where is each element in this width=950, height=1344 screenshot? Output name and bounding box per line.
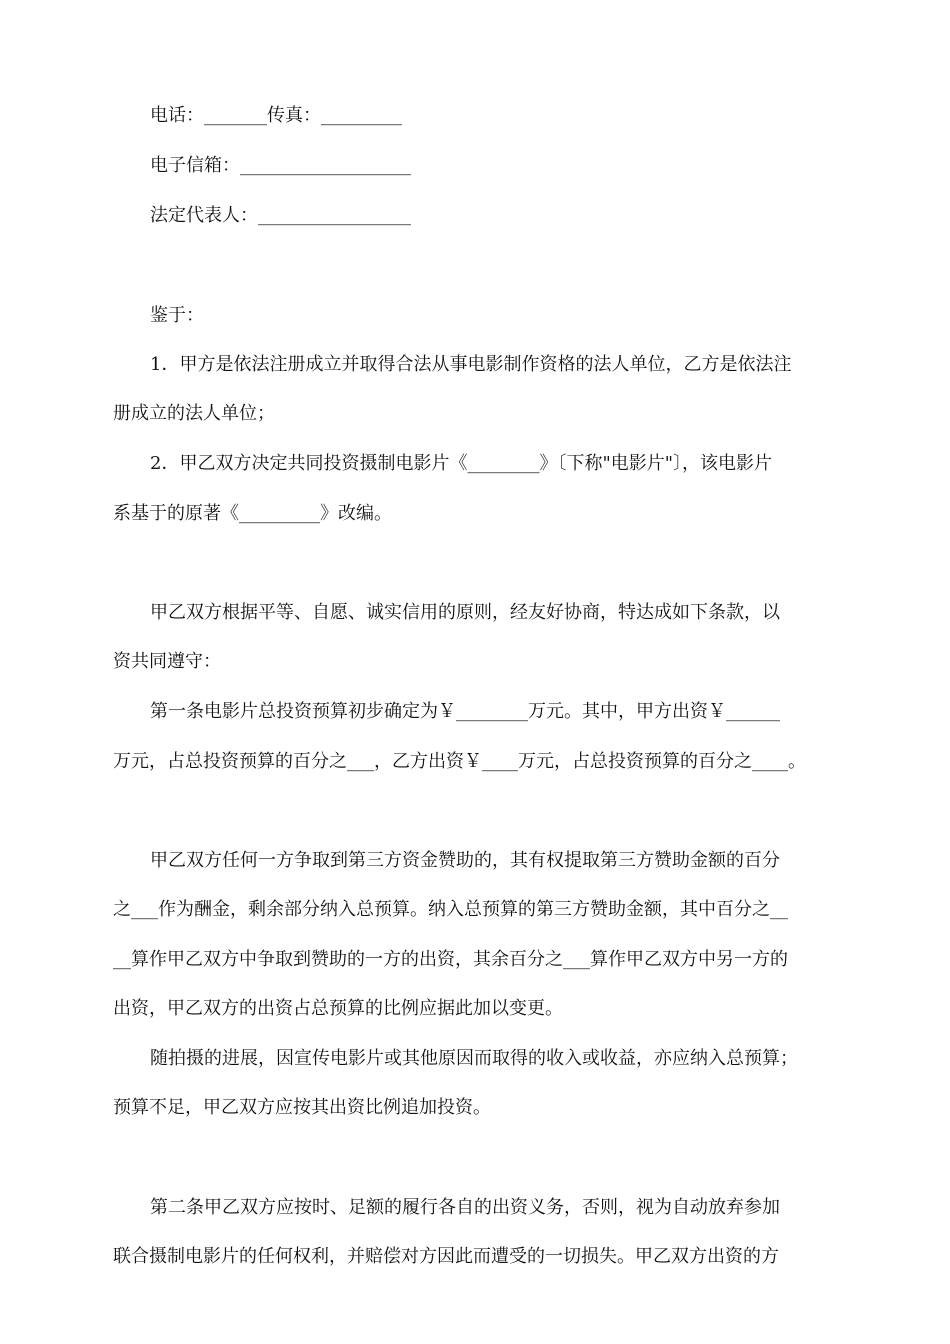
whereas-item-2-line-1: 2．甲乙双方决定共同投资摄制电影片《________》〔下称"电影片"〕，该电影片 <box>150 453 773 474</box>
whereas-item-1-line-1: 1．甲方是依法注册成立并取得合法从事电影制作资格的法人单位，乙方是依法注 <box>150 354 792 375</box>
phone-fax-line: 电话：_______传真：_________ <box>150 105 402 126</box>
legal-representative-line: 法定代表人：_________________ <box>150 205 411 226</box>
sponsorship-line-4: 出资，甲乙双方的出资占总预算的比例应据此加以变更。 <box>113 998 563 1019</box>
article-1-line-1: 第一条电影片总投资预算初步确定为￥________万元。其中，甲方出资￥______ <box>150 701 780 722</box>
whereas-item-2-line-2: 系基于的原著《_________》改编。 <box>113 503 392 524</box>
sponsorship-line-2: 之___作为酬金，剩余部分纳入总预算。纳入总预算的第三方赞助金额，其中百分之__ <box>113 899 788 920</box>
preamble-line-2: 资共同遵守： <box>113 651 221 672</box>
email-line: 电子信箱：___________________ <box>150 155 411 176</box>
income-line-2: 预算不足，甲乙双方应按其出资比例追加投资。 <box>113 1097 491 1118</box>
article-1-line-2: 万元，占总投资预算的百分之___，乙方出资￥____万元，占总投资预算的百分之____。 <box>113 751 806 772</box>
article-2-line-1: 第二条甲乙双方应按时、足额的履行各自的出资义务，否则，视为自动放弃参加 <box>150 1197 780 1218</box>
income-line-1: 随拍摄的进展，因宣传电影片或其他原因而取得的收入或收益，亦应纳入总预算； <box>150 1048 798 1069</box>
whereas-heading: 鉴于： <box>150 305 204 326</box>
preamble-line-1: 甲乙双方根据平等、自愿、诚实信用的原则，经友好协商，特达成如下条款，以 <box>150 602 780 623</box>
whereas-item-1-line-2: 册成立的法人单位； <box>113 403 275 424</box>
sponsorship-line-1: 甲乙双方任何一方争取到第三方资金赞助的，其有权提取第三方赞助金额的百分 <box>150 850 780 871</box>
article-2-line-2: 联合摄制电影片的任何权利，并赔偿对方因此而遭受的一切损失。甲乙双方出资的方 <box>113 1246 779 1267</box>
sponsorship-line-3: __算作甲乙双方中争取到赞助的一方的出资，其余百分之___算作甲乙双方中另一方的 <box>113 949 788 970</box>
